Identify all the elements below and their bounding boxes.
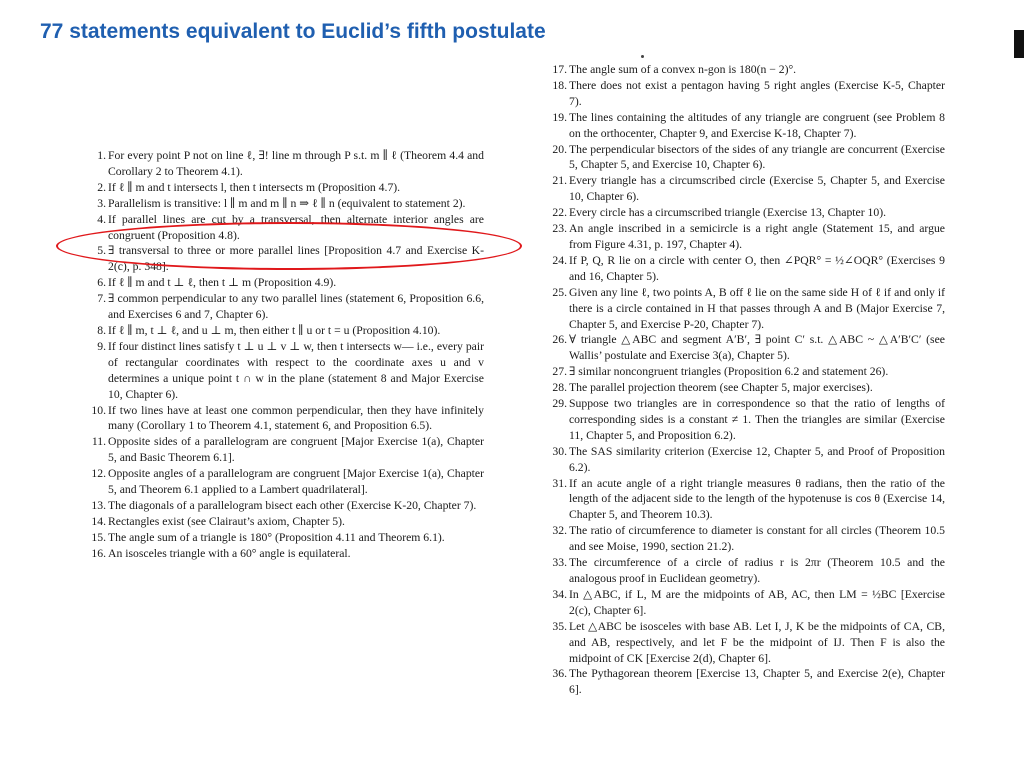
statement-number: 21.: [552, 174, 567, 188]
statement-item: [547, 173, 945, 205]
statement-number: 10.: [91, 403, 106, 417]
statement-item: [547, 332, 945, 364]
statement-item: [547, 142, 945, 174]
statement-item: [86, 180, 484, 196]
statement-text: Let △ABC be isosceles with base AB. Let I, J, K be the midpoints of CA, CB, and AB, respectively, and let F be the midpoint of IJ. Then F is also the midpoint of CK [Exercise 2(d), Chapter 6].: [569, 619, 945, 665]
statement-text: ∃ common perpendicular to any two parallel lines (statement 6, Proposition 6.6, and Exercises 6 and 7, Chapter 6).: [108, 292, 484, 322]
statement-number: 13.: [91, 498, 106, 512]
statement-number: 32.: [552, 524, 567, 538]
statement-text: The diagonals of a parallelogram bisect each other (Exercise K-20, Chapter 7).: [108, 498, 477, 512]
statement-number: 2.: [97, 180, 106, 194]
statement-number: 22.: [552, 206, 567, 220]
statement-item: [547, 476, 945, 524]
statement-text: If P, Q, R lie on a circle with center O, then ∠PQR° = ½∠OQR° (Exercises 9 and 16, Chapter 5).: [569, 253, 945, 283]
statement-item: [86, 243, 484, 275]
statement-text: The parallel projection theorem (see Chapter 5, major exercises).: [569, 381, 873, 395]
statement-text: Rectangles exist (see Clairaut’s axiom, Chapter 5).: [108, 514, 345, 528]
statement-item: [547, 364, 945, 380]
slide-title: 77 statements equivalent to Euclid’s fifth postulate: [40, 20, 546, 43]
statement-text: The angle sum of a convex n-gon is 180(n − 2)°.: [569, 63, 797, 76]
scan-speck: [641, 55, 644, 58]
statement-number: 14.: [91, 514, 106, 528]
statement-item: [547, 619, 945, 667]
statement-number: 26.: [552, 333, 567, 347]
statement-number: 16.: [91, 546, 106, 560]
statement-text: The ratio of circumference to diameter is constant for all circles (Theorem 10.5 and see Moise, 1990, section 21.2).: [569, 524, 945, 554]
statement-text: Given any line ℓ, two points A, B off ℓ lie on the same side H of ℓ if and only if there is a circle contained in H that passes through A and B (Major Exercise 7, Chapter 5, and Exercise P-20, Chapter 7).: [569, 285, 945, 331]
statement-text: An angle inscribed in a semicircle is a right angle (Statement 15, and argue from Figure 4.31, p. 197, Chapter 4).: [569, 222, 945, 251]
statement-number: 24.: [552, 253, 567, 267]
statement-item: [86, 148, 484, 180]
statement-text: Every circle has a circumscribed triangle (Exercise 13, Chapter 10).: [569, 206, 887, 220]
statement-number: 3.: [97, 196, 106, 210]
statement-text: If an acute angle of a right triangle measures θ radians, then the ratio of the length of the adjacent side to the length of the hypotenuse is cos θ (Exercise 14, Chapter 5, and Theorem 10.3).: [569, 476, 945, 522]
statement-item: [547, 523, 945, 555]
statement-text: If parallel lines are cut by a transversal, then alternate interior angles are congruent (Proposition 4.8).: [108, 212, 484, 242]
statement-item: [86, 498, 484, 514]
statement-text: Suppose two triangles are in correspondence so that the ratio of lengths of corresponding sides is a constant ≠ 1. Then the triangles are similar (Exercise 11, Chapter 5, and Proposition 6.2).: [569, 397, 945, 442]
statement-text: For every point P not on line ℓ, ∃! line m through P s.t. m ∥ ℓ (Theorem 4.4 and Corollary 2 to Theorem 4.1).: [108, 149, 484, 178]
statement-text: If four distinct lines satisfy t ⊥ u ⊥ v ⊥ w, then t intersects w— i.e., every pair of rectangular coordinates with respect to the coordinate axes u and v determines a unique point t ∩ w in the plane (statement 8 and Major Exercise 10, Chapter 6).: [108, 339, 484, 401]
statement-text: ∀ triangle △ABC and segment A′B′, ∃ point C′ s.t. △ABC ~ △A′B′C′ (see Wallis’ postulate and Exercise 3(a), Chapter 5).: [569, 333, 945, 363]
statement-number: 12.: [91, 467, 106, 481]
statement-text: The Pythagorean theorem [Exercise 13, Chapter 5, and Exercise 2(e), Chapter 6].: [569, 667, 945, 697]
statement-item: [547, 62, 945, 78]
statement-text: The angle sum of a triangle is 180° (Proposition 4.11 and Theorem 6.1).: [108, 530, 445, 544]
statement-number: 5.: [97, 244, 106, 258]
statement-number: 31.: [552, 476, 567, 490]
statement-number: 7.: [97, 292, 106, 306]
statement-number: 17.: [552, 63, 567, 76]
statement-item: [86, 196, 484, 212]
statement-item: [86, 339, 484, 403]
statement-text: If ℓ ∥ m, t ⊥ ℓ, and u ⊥ m, then either t ∥ u or t = u (Proposition 4.10).: [108, 323, 441, 337]
statement-number: 18.: [552, 78, 567, 92]
statement-number: 11.: [91, 435, 106, 449]
statement-item: [547, 78, 945, 110]
statement-text: The SAS similarity criterion (Exercise 12, Chapter 5, and Proof of Proposition 6.2).: [569, 444, 945, 474]
statement-number: 29.: [552, 397, 567, 411]
statement-number: 34.: [552, 587, 567, 601]
statement-text: If two lines have at least one common perpendicular, then they have infinitely many (Corollary 1 to Theorem 4.1, statement 6, and Proposition 6.5).: [108, 403, 484, 433]
statement-number: 9.: [97, 339, 106, 353]
statement-text: There does not exist a pentagon having 5 right angles (Exercise K-5, Chapter 7).: [569, 78, 945, 108]
statement-item: [547, 205, 945, 221]
statement-number: 36.: [552, 667, 567, 681]
statement-item: [547, 555, 945, 587]
statement-text: Every triangle has a circumscribed circle (Exercise 5, Chapter 5, and Exercise 10, Chapter 6).: [569, 174, 945, 204]
statement-text: Opposite angles of a parallelogram are congruent [Major Exercise 1(a), Chapter 5, and Theorem 6.1 applied to a Lambert quadrilateral].: [108, 467, 484, 497]
statement-number: 4.: [97, 212, 106, 226]
statement-text: Parallelism is transitive: l ∥ m and m ∥ n ⇒ ℓ ∥ n (equivalent to statement 2).: [108, 196, 466, 210]
statement-number: 33.: [552, 556, 567, 570]
statement-number: 6.: [97, 276, 106, 290]
statement-number: 19.: [552, 110, 567, 124]
right-statement-list: [547, 62, 945, 698]
statement-item: [86, 466, 484, 498]
statement-item: [86, 530, 484, 546]
statement-text: ∃ transversal to three or more parallel lines [Proposition 4.7 and Exercise K-2(c), p. 348].: [108, 244, 484, 274]
statement-text: If ℓ ∥ m and t ⊥ ℓ, then t ⊥ m (Proposition 4.9).: [108, 276, 337, 290]
statement-item: [86, 546, 484, 562]
statement-text: In △ABC, if L, M are the midpoints of AB, AC, then LM = ½BC [Exercise 2(c), Chapter 6].: [569, 587, 945, 617]
statement-number: 8.: [97, 323, 106, 337]
statement-item: [547, 444, 945, 476]
statement-number: 25.: [552, 285, 567, 299]
statement-item: [547, 587, 945, 619]
statement-number: 23.: [552, 222, 567, 236]
statement-item: [547, 285, 945, 333]
statement-number: 35.: [552, 619, 567, 633]
statement-item: [86, 403, 484, 435]
statement-text: An isosceles triangle with a 60° angle is equilateral.: [108, 546, 351, 560]
statement-item: [547, 253, 945, 285]
statement-number: 15.: [91, 530, 106, 544]
statement-item: [86, 212, 484, 244]
statement-number: 27.: [552, 365, 567, 379]
statement-text: Opposite sides of a parallelogram are congruent [Major Exercise 1(a), Chapter 5, and Basic Theorem 6.1].: [108, 435, 484, 465]
statement-item: [86, 323, 484, 339]
statement-number: 20.: [552, 142, 567, 156]
statement-item: [86, 434, 484, 466]
statement-item: [547, 396, 945, 444]
left-statement-list: [86, 148, 484, 562]
statement-number: 28.: [552, 381, 567, 395]
statement-text: The lines containing the altitudes of any triangle are congruent (see Problem 8 on the orthocenter, Chapter 9, and Exercise K-18, Chapter 7).: [569, 110, 945, 140]
statement-item: [547, 666, 945, 698]
statement-text: The perpendicular bisectors of the sides of any triangle are concurrent (Exercise 5, Chapter 5, and Exercise 10, Chapter 6).: [569, 142, 945, 172]
statement-number: 30.: [552, 444, 567, 458]
statement-text: The circumference of a circle of radius r is 2πr (Theorem 10.5 and the analogous proof in Euclidean geometry).: [569, 556, 945, 585]
statement-number: 1.: [97, 149, 106, 162]
statement-text: ∃ similar noncongruent triangles (Proposition 6.2 and statement 26).: [569, 365, 889, 379]
statement-item: [547, 110, 945, 142]
statement-item: [86, 291, 484, 323]
statement-item: [547, 380, 945, 396]
top-right-edge-mark: [1014, 30, 1024, 58]
statement-item: [547, 221, 945, 253]
statement-item: [86, 514, 484, 530]
statement-item: [86, 275, 484, 291]
statement-text: If ℓ ∥ m and t intersects l, then t intersects m (Proposition 4.7).: [108, 180, 401, 194]
